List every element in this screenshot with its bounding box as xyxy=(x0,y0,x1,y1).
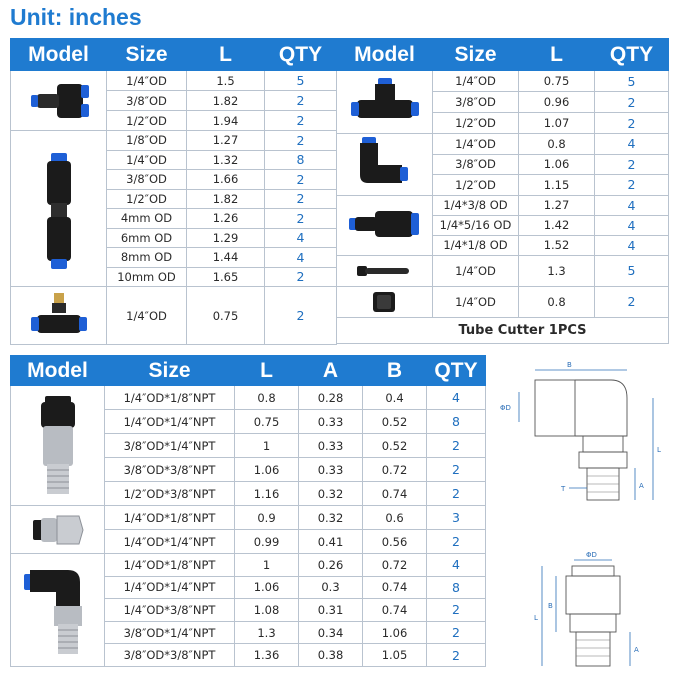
header-model: Model xyxy=(11,356,105,386)
l-cell: 1.42 xyxy=(519,215,595,235)
table-row xyxy=(337,255,669,286)
header-qty: QTY xyxy=(265,39,337,71)
bulkhead-image xyxy=(337,286,433,317)
top-right-header-row xyxy=(337,39,669,71)
union-tee-image xyxy=(337,71,433,134)
b-cell: 0.74 xyxy=(363,599,427,622)
size-cell: 4mm OD xyxy=(107,209,187,229)
size-cell: 3/8″OD xyxy=(107,170,187,190)
b-cell: 0.72 xyxy=(363,458,427,482)
diagram-label-a2: A xyxy=(634,646,639,654)
l-cell: 0.8 xyxy=(235,386,299,410)
size-cell: 1/4″OD*1/8″NPT xyxy=(105,386,235,410)
size-cell: 8mm OD xyxy=(107,248,187,268)
qty-cell: 2 xyxy=(265,170,337,190)
b-cell: 1.06 xyxy=(363,621,427,644)
qty-cell: 4 xyxy=(427,386,486,410)
l-cell: 1.08 xyxy=(235,599,299,622)
l-cell: 1.16 xyxy=(235,482,299,506)
qty-cell: 2 xyxy=(595,92,669,113)
table-row xyxy=(337,195,669,215)
l-cell: 0.8 xyxy=(519,286,595,317)
qty-cell: 2 xyxy=(427,599,486,622)
size-cell: 3/8″OD*1/4″NPT xyxy=(105,621,235,644)
male-straight-image xyxy=(11,386,105,506)
diagram-label-l: L xyxy=(657,446,661,454)
diagram-label-b: B xyxy=(567,361,572,369)
l-cell: 1.06 xyxy=(235,576,299,599)
qty-cell: 2 xyxy=(427,621,486,644)
header-model: Model xyxy=(337,39,433,71)
qty-cell: 5 xyxy=(595,71,669,92)
header-l: L xyxy=(235,356,299,386)
a-cell: 0.38 xyxy=(299,644,363,667)
size-cell: 1/4″OD xyxy=(433,71,519,92)
reducer-image xyxy=(337,195,433,255)
qty-cell: 2 xyxy=(427,530,486,554)
l-cell: 1.5 xyxy=(187,71,265,91)
bottom-table xyxy=(10,355,486,667)
l-cell: 1.06 xyxy=(519,154,595,175)
l-cell: 1.3 xyxy=(235,621,299,644)
header-size: Size xyxy=(433,39,519,71)
size-cell: 6mm OD xyxy=(107,228,187,248)
a-cell: 0.32 xyxy=(299,482,363,506)
size-cell: 1/2″OD xyxy=(433,113,519,134)
plug-image xyxy=(337,255,433,286)
b-cell: 0.56 xyxy=(363,530,427,554)
size-cell: 1/4″OD*1/8″NPT xyxy=(105,506,235,530)
table-row xyxy=(11,287,337,345)
qty-cell: 2 xyxy=(427,482,486,506)
l-cell: 1.52 xyxy=(519,235,595,255)
qty-cell: 5 xyxy=(595,255,669,286)
qty-cell: 2 xyxy=(265,287,337,345)
size-cell: 1/4″OD xyxy=(433,286,519,317)
tube-cutter-row xyxy=(337,317,669,343)
size-cell: 1/4″OD xyxy=(107,287,187,345)
qty-cell: 2 xyxy=(265,267,337,287)
qty-cell: 2 xyxy=(265,131,337,151)
size-cell: 1/2″OD*3/8″NPT xyxy=(105,482,235,506)
a-cell: 0.31 xyxy=(299,599,363,622)
qty-cell: 8 xyxy=(427,576,486,599)
qty-cell: 2 xyxy=(265,209,337,229)
size-cell: 1/4″OD*1/8″NPT xyxy=(105,554,235,577)
table-row xyxy=(11,386,486,410)
qty-cell: 8 xyxy=(265,150,337,170)
l-cell: 1.07 xyxy=(519,113,595,134)
l-cell: 1.32 xyxy=(187,150,265,170)
table-row xyxy=(11,506,486,530)
straight-dimension-diagram xyxy=(520,548,670,674)
size-cell: 3/8″OD xyxy=(107,91,187,111)
size-cell: 3/8″OD*1/4″NPT xyxy=(105,434,235,458)
header-size: Size xyxy=(107,39,187,71)
b-cell: 0.72 xyxy=(363,554,427,577)
header-a: A xyxy=(299,356,363,386)
table-row xyxy=(337,286,669,317)
size-cell: 1/4*5/16 OD xyxy=(433,215,519,235)
unit-label: Unit: inches xyxy=(10,4,142,30)
header-l: L xyxy=(187,39,265,71)
muffler-tee-image xyxy=(11,287,107,345)
b-cell: 0.74 xyxy=(363,576,427,599)
union-elbow-image xyxy=(337,134,433,196)
l-cell: 1 xyxy=(235,554,299,577)
l-cell: 1.44 xyxy=(187,248,265,268)
l-cell: 1.65 xyxy=(187,267,265,287)
muffler-tee-fitting-icon xyxy=(19,289,99,343)
l-cell: 1.66 xyxy=(187,170,265,190)
l-cell: 1.29 xyxy=(187,228,265,248)
y-union-fitting-icon xyxy=(17,76,101,126)
table-row xyxy=(337,71,669,92)
qty-cell: 4 xyxy=(595,195,669,215)
l-cell: 1.36 xyxy=(235,644,299,667)
a-cell: 0.33 xyxy=(299,434,363,458)
size-cell: 3/8″OD*3/8″NPT xyxy=(105,644,235,667)
header-l: L xyxy=(519,39,595,71)
l-cell: 1.15 xyxy=(519,175,595,196)
b-cell: 1.05 xyxy=(363,644,427,667)
qty-cell: 2 xyxy=(595,286,669,317)
l-cell: 1.26 xyxy=(187,209,265,229)
size-cell: 1/4″OD*1/4″NPT xyxy=(105,530,235,554)
qty-cell: 2 xyxy=(595,113,669,134)
l-cell: 1.06 xyxy=(235,458,299,482)
b-cell: 0.74 xyxy=(363,482,427,506)
qty-cell: 2 xyxy=(427,458,486,482)
size-cell: 1/2″OD xyxy=(107,189,187,209)
male-straight-fitting-icon xyxy=(23,390,93,502)
header-size: Size xyxy=(105,356,235,386)
diagram-label-a: A xyxy=(639,482,644,490)
size-cell: 1/4″OD xyxy=(433,134,519,155)
diagram-label-b2: B xyxy=(548,602,553,610)
qty-cell: 4 xyxy=(265,228,337,248)
diagram-label-l2: L xyxy=(534,614,538,622)
qty-cell: 2 xyxy=(427,644,486,667)
size-cell: 3/8″OD xyxy=(433,92,519,113)
l-cell: 1.27 xyxy=(187,131,265,151)
y-union-image xyxy=(11,71,107,131)
size-cell: 1/2″OD xyxy=(433,175,519,196)
union-tee-fitting-icon xyxy=(343,74,427,130)
l-cell: 0.8 xyxy=(519,134,595,155)
qty-cell: 4 xyxy=(265,248,337,268)
l-cell: 0.75 xyxy=(187,287,265,345)
header-qty: QTY xyxy=(595,39,669,71)
qty-cell: 2 xyxy=(265,91,337,111)
qty-cell: 2 xyxy=(265,111,337,131)
qty-cell: 3 xyxy=(427,506,486,530)
qty-cell: 4 xyxy=(427,554,486,577)
a-cell: 0.33 xyxy=(299,410,363,434)
qty-cell: 4 xyxy=(595,134,669,155)
size-cell: 1/4*3/8 OD xyxy=(433,195,519,215)
bottom-header-row xyxy=(11,356,486,386)
size-cell: 1/4″OD*1/4″NPT xyxy=(105,410,235,434)
tube-cutter-label: Tube Cutter 1PCS xyxy=(337,317,669,343)
female-straight-image xyxy=(11,506,105,554)
qty-cell: 8 xyxy=(427,410,486,434)
l-cell: 0.99 xyxy=(235,530,299,554)
size-cell: 3/8″OD xyxy=(433,154,519,175)
l-cell: 1.27 xyxy=(519,195,595,215)
a-cell: 0.28 xyxy=(299,386,363,410)
size-cell: 1/4″OD xyxy=(107,150,187,170)
size-cell: 1/4″OD*1/4″NPT xyxy=(105,576,235,599)
straight-union-fitting-icon xyxy=(29,139,89,279)
qty-cell: 4 xyxy=(595,215,669,235)
table-row xyxy=(11,71,337,91)
l-cell: 1 xyxy=(235,434,299,458)
top-left-table xyxy=(10,38,337,345)
b-cell: 0.4 xyxy=(363,386,427,410)
l-cell: 0.75 xyxy=(235,410,299,434)
a-cell: 0.33 xyxy=(299,458,363,482)
table-row xyxy=(337,134,669,155)
size-cell: 1/8″OD xyxy=(107,131,187,151)
header-qty: QTY xyxy=(427,356,486,386)
reducer-fitting-icon xyxy=(343,199,427,251)
l-cell: 0.9 xyxy=(235,506,299,530)
l-cell: 0.75 xyxy=(519,71,595,92)
l-cell: 1.82 xyxy=(187,91,265,111)
plug-fitting-icon xyxy=(345,259,425,283)
top-right-table xyxy=(336,38,669,344)
qty-cell: 2 xyxy=(265,189,337,209)
l-cell: 0.96 xyxy=(519,92,595,113)
size-cell: 1/4″OD xyxy=(107,71,187,91)
size-cell: 1/2″OD xyxy=(107,111,187,131)
a-cell: 0.26 xyxy=(299,554,363,577)
l-cell: 1.82 xyxy=(187,189,265,209)
union-elbow-fitting-icon xyxy=(350,135,420,193)
b-cell: 0.6 xyxy=(363,506,427,530)
table-row xyxy=(11,131,337,151)
male-elbow-image xyxy=(11,554,105,667)
table-row xyxy=(11,554,486,577)
diagram-label-d: ΦD xyxy=(500,404,511,412)
female-straight-fitting-icon xyxy=(23,510,93,550)
a-cell: 0.3 xyxy=(299,576,363,599)
top-left-header-row xyxy=(11,39,337,71)
qty-cell: 5 xyxy=(265,71,337,91)
header-b: B xyxy=(363,356,427,386)
straight-union-image xyxy=(11,131,107,287)
size-cell: 1/4″OD*3/8″NPT xyxy=(105,599,235,622)
a-cell: 0.32 xyxy=(299,506,363,530)
bulkhead-fitting-icon xyxy=(345,289,425,315)
a-cell: 0.34 xyxy=(299,621,363,644)
diagram-label-d2: ΦD xyxy=(586,551,597,559)
size-cell: 1/4*1/8 OD xyxy=(433,235,519,255)
header-model: Model xyxy=(11,39,107,71)
diagram-label-t: T xyxy=(561,485,566,493)
size-cell: 3/8″OD*3/8″NPT xyxy=(105,458,235,482)
b-cell: 0.52 xyxy=(363,410,427,434)
l-cell: 1.3 xyxy=(519,255,595,286)
a-cell: 0.41 xyxy=(299,530,363,554)
l-cell: 1.94 xyxy=(187,111,265,131)
size-cell: 1/4″OD xyxy=(433,255,519,286)
male-elbow-fitting-icon xyxy=(18,558,98,662)
qty-cell: 4 xyxy=(595,235,669,255)
qty-cell: 2 xyxy=(595,154,669,175)
qty-cell: 2 xyxy=(427,434,486,458)
qty-cell: 2 xyxy=(595,175,669,196)
size-cell: 10mm OD xyxy=(107,267,187,287)
elbow-dimension-diagram xyxy=(495,358,675,508)
b-cell: 0.52 xyxy=(363,434,427,458)
